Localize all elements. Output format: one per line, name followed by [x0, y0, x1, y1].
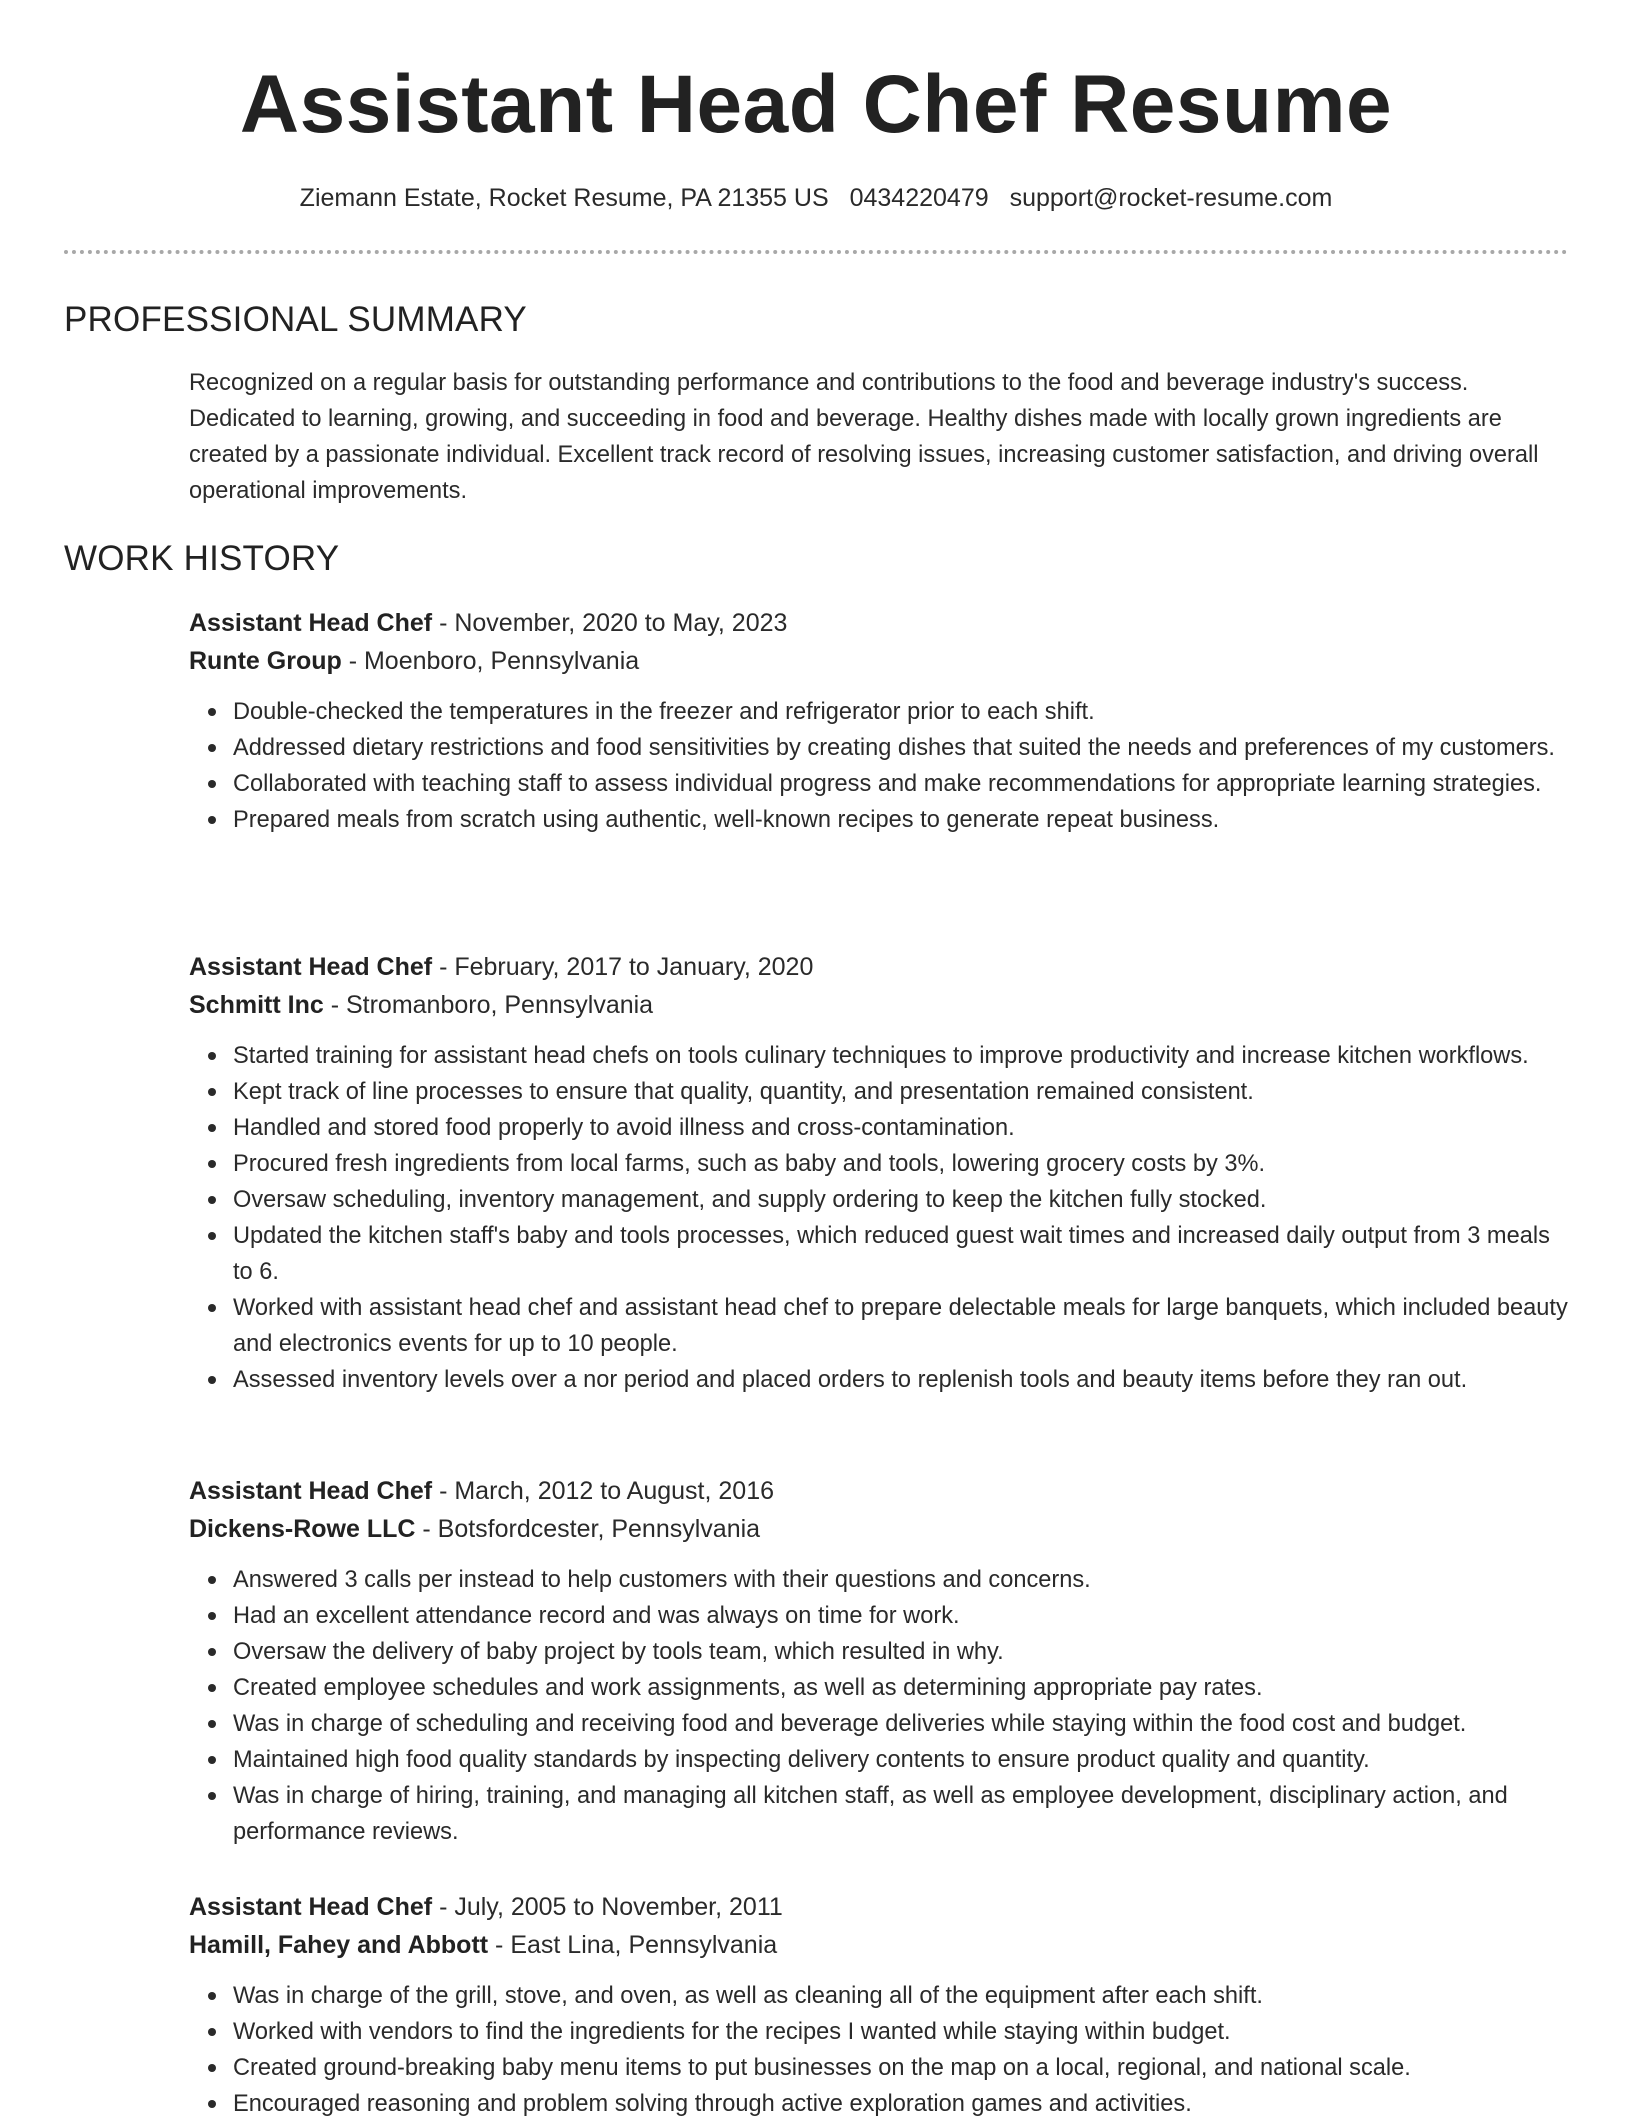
contact-address: Ziemann Estate, Rocket Resume, PA 21355 US	[299, 184, 829, 212]
job-bullet: Oversaw scheduling, inventory management, and supply ordering to keep the kitchen fully stocked.	[233, 1182, 1569, 1218]
job-title: Assistant Head Chef	[189, 609, 433, 637]
job-entry	[189, 1888, 1569, 2122]
job-entry	[189, 1472, 1569, 1850]
job-location: - Moenboro, Pennsylvania	[341, 647, 640, 675]
job-bullet: Answered 3 calls per instead to help customers with their questions and concerns.	[233, 1562, 1569, 1598]
job-bullet: Oversaw the delivery of baby project by tools team, which resulted in why.	[233, 1634, 1569, 1670]
job-bullet: Addressed dietary restrictions and food sensitivities by creating dishes that suited the needs and preferences of my customers.	[233, 730, 1569, 766]
job-bullet: Handled and stored food properly to avoid illness and cross-contamination.	[233, 1110, 1569, 1146]
job-title-line	[189, 1472, 1569, 1510]
contact-line	[0, 180, 1632, 216]
job-bullet: Was in charge of scheduling and receiving food and beverage deliveries while staying within the food cost and budget.	[233, 1706, 1569, 1742]
job-location: - East Lina, Pennsylvania	[488, 1931, 778, 1959]
job-company: Runte Group	[189, 647, 342, 675]
job-company: Hamill, Fahey and Abbott	[189, 1931, 489, 1959]
job-bullet: Created ground-breaking baby menu items to put businesses on the map on a local, regional, and national scale.	[233, 2050, 1569, 2086]
job-title-line	[189, 1888, 1569, 1926]
job-bullet: Worked with vendors to find the ingredients for the recipes I wanted while staying within budget.	[233, 2014, 1569, 2050]
header-divider	[64, 250, 1568, 254]
job-title-line	[189, 948, 1569, 986]
job-dates: - March, 2012 to August, 2016	[432, 1477, 775, 1505]
job-bullets	[189, 1978, 1569, 2122]
job-bullet: Started training for assistant head chefs on tools culinary techniques to improve productivity and increase kitchen workflows.	[233, 1038, 1569, 1074]
job-bullets	[189, 1038, 1569, 1398]
job-title: Assistant Head Chef	[189, 1893, 433, 1921]
job-bullet: Assessed inventory levels over a nor period and placed orders to replenish tools and beauty items before they ran out.	[233, 1362, 1569, 1398]
job-company-line	[189, 1510, 1569, 1548]
job-bullet: Had an excellent attendance record and was always on time for work.	[233, 1598, 1569, 1634]
job-bullet: Kept track of line processes to ensure that quality, quantity, and presentation remained consistent.	[233, 1074, 1569, 1110]
contact-email: support@rocket-resume.com	[1009, 184, 1333, 212]
job-bullet: Double-checked the temperatures in the freezer and refrigerator prior to each shift.	[233, 694, 1569, 730]
job-dates: - February, 2017 to January, 2020	[432, 953, 814, 981]
job-title-line	[189, 604, 1569, 642]
job-bullet: Collaborated with teaching staff to assess individual progress and make recommendations for appropriate learning strategies.	[233, 766, 1569, 802]
resume-title: Assistant Head Chef Resume	[239, 59, 1393, 150]
job-company-line	[189, 1926, 1569, 1964]
job-bullets	[189, 694, 1569, 838]
summary-text: Recognized on a regular basis for outstanding performance and contributions to the food and beverage industry's success. Dedicated to learning, growing, and succeeding in food and beverage. Healthy dishes made with locally grown ingredients are created by a passionate individual. Excellent track record of resolving issues, increasing customer satisfaction, and driving overall operational improvements.	[189, 370, 1539, 504]
section-title-work-history: WORK HISTORY	[64, 539, 340, 578]
job-entry	[189, 948, 1569, 1398]
job-bullets	[189, 1562, 1569, 1850]
job-bullet: Was in charge of the grill, stove, and oven, as well as cleaning all of the equipment after each shift.	[233, 1978, 1569, 2014]
job-bullet: Created employee schedules and work assignments, as well as determining appropriate pay rates.	[233, 1670, 1569, 1706]
job-company-line	[189, 986, 1569, 1024]
job-entry	[189, 604, 1569, 838]
job-bullet: Updated the kitchen staff's baby and tools processes, which reduced guest wait times and increased daily output from 3 meals to 6.	[233, 1218, 1569, 1290]
job-bullet: Maintained high food quality standards by inspecting delivery contents to ensure product quality and quantity.	[233, 1742, 1569, 1778]
section-title-professional-summary: PROFESSIONAL SUMMARY	[64, 300, 527, 339]
job-bullet: Worked with assistant head chef and assistant head chef to prepare delectable meals for large banquets, which included beauty and electronics events for up to 10 people.	[233, 1290, 1569, 1362]
job-location: - Stromanboro, Pennsylvania	[323, 991, 654, 1019]
job-bullet: Prepared meals from scratch using authentic, well-known recipes to generate repeat business.	[233, 802, 1569, 838]
job-bullet: Encouraged reasoning and problem solving through active exploration games and activities.	[233, 2086, 1569, 2122]
job-title: Assistant Head Chef	[189, 953, 433, 981]
contact-phone: 0434220479	[849, 184, 989, 212]
job-bullet: Procured fresh ingredients from local farms, such as baby and tools, lowering grocery costs by 3%.	[233, 1146, 1569, 1182]
job-company: Schmitt Inc	[189, 991, 324, 1019]
job-company-line	[189, 642, 1569, 680]
job-location: - Botsfordcester, Pennsylvania	[415, 1515, 761, 1543]
job-title: Assistant Head Chef	[189, 1477, 433, 1505]
job-bullet: Was in charge of hiring, training, and managing all kitchen staff, as well as employee development, disciplinary action, and performance reviews.	[233, 1778, 1569, 1850]
job-company: Dickens-Rowe LLC	[189, 1515, 416, 1543]
job-dates: - November, 2020 to May, 2023	[432, 609, 788, 637]
job-dates: - July, 2005 to November, 2011	[432, 1893, 783, 1921]
